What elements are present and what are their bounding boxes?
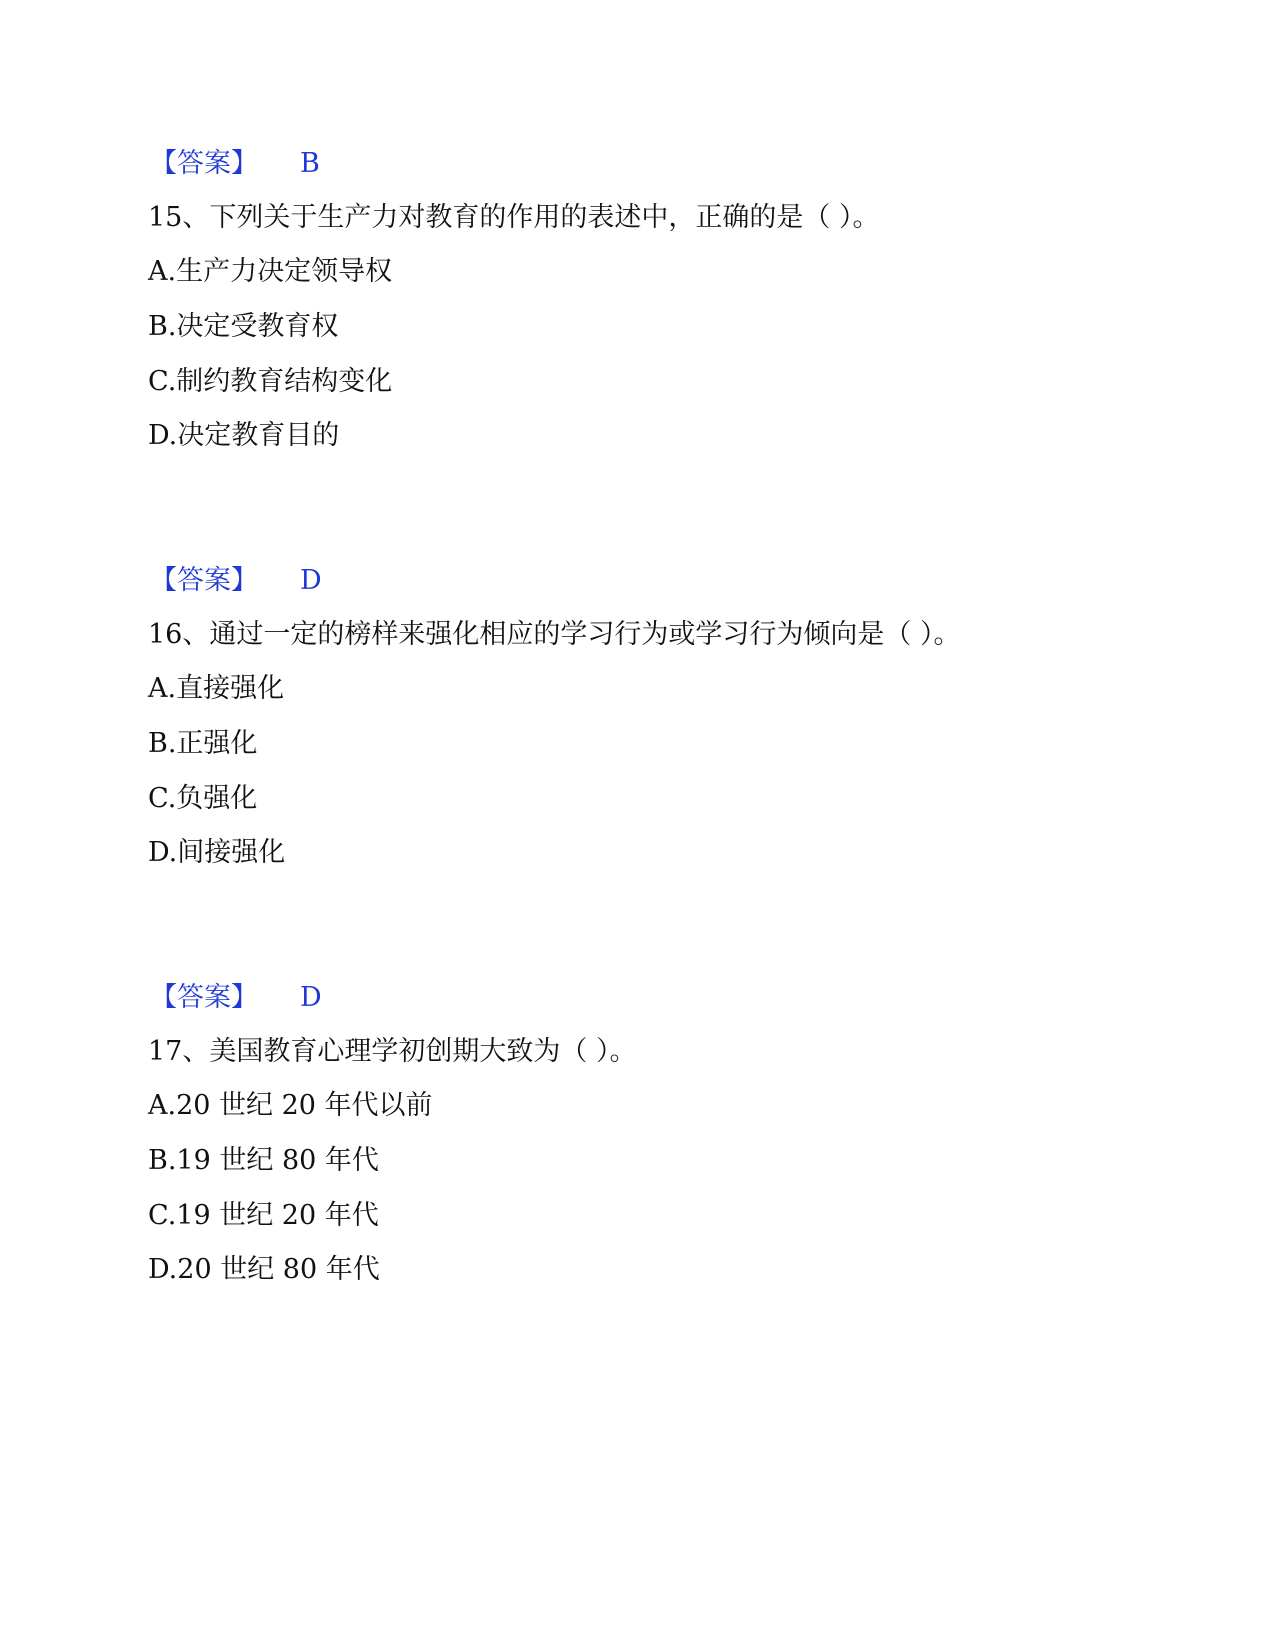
option-d: D.20 世纪 80 年代 [148,1254,380,1285]
option-c: C.制约教育结构变化 [148,366,393,397]
option-a: A.直接强化 [148,673,285,704]
option-c: C.19 世纪 20 年代 [148,1200,379,1231]
answer-value: B [300,148,320,179]
option-a: A.生产力决定领导权 [148,256,393,287]
answer-value: D [300,982,322,1013]
question-text: 16、通过一定的榜样来强化相应的学习行为或学习行为倾向是（ ）。 [148,619,961,650]
answer-line [150,980,322,1016]
option-b: B.19 世纪 80 年代 [148,1145,379,1176]
answer-label: 【答案】 [150,148,258,179]
question-text: 17、美国教育心理学初创期大致为（ ）。 [148,1036,637,1067]
option-d: D.决定教育目的 [148,420,340,451]
option-d: D.间接强化 [148,837,286,868]
option-c: C.负强化 [148,783,258,814]
answer-label: 【答案】 [150,982,258,1013]
answer-line [150,563,322,599]
answer-label: 【答案】 [150,565,258,596]
answer-line [150,146,320,182]
option-b: B.决定受教育权 [148,311,339,342]
answer-value: D [300,565,322,596]
option-b: B.正强化 [148,728,258,759]
option-a: A.20 世纪 20 年代以前 [148,1090,433,1121]
question-text: 15、下列关于生产力对教育的作用的表述中，正确的是（ ）。 [148,202,880,233]
